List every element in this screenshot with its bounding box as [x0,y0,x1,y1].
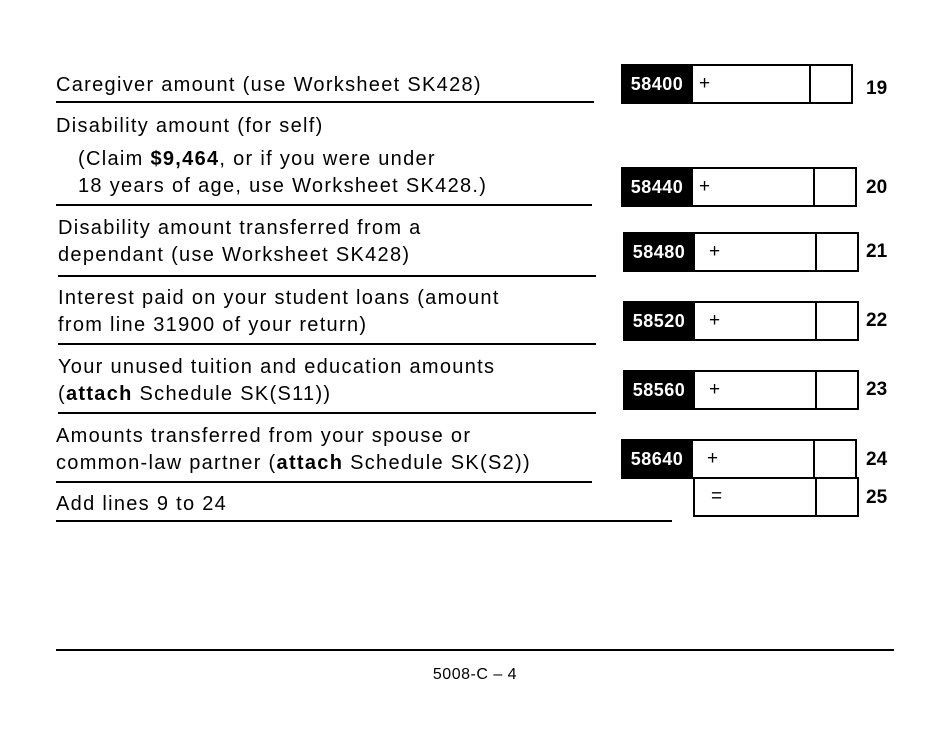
line-21-text-1: Disability amount transferred from a [58,217,422,239]
equals-sign: = [711,486,723,507]
line-20-subtext-2: 18 years of age, use Worksheet SK428.) [78,175,488,197]
line-19-cents-input[interactable] [811,64,853,104]
line-20-subtext-1: (Claim $9,464, or if you were under [78,148,436,170]
line-number-20: 20 [866,177,888,198]
line-25-total-input[interactable] [693,477,817,517]
line-24-code: 58640 [621,439,693,479]
line-19-amount-input[interactable] [693,64,811,104]
line-24-text-1: Amounts transferred from your spouse or [56,425,472,447]
claim-amount: $9,464 [150,148,220,170]
line-21-amount-input[interactable] [695,232,817,272]
line-20-code: 58440 [621,167,693,207]
line-24-text-2: common-law partner (attach Schedule SK(S2)) [56,452,531,474]
page-footer: 5008-C – 4 [432,666,518,683]
plus-sign: + [709,241,721,262]
line-24-field [621,439,857,479]
line-20-cents-input[interactable] [815,167,857,207]
line-23-field [623,370,859,410]
line-25-rule [56,520,672,522]
line-23-code: 58560 [623,370,695,410]
footer-rule [56,649,894,651]
line-21-description [58,215,596,277]
line-22-code: 58520 [623,301,695,341]
line-23-text-2: (attach Schedule SK(S11)) [58,383,332,405]
plus-sign: + [707,448,719,469]
line-21-code: 58480 [623,232,695,272]
line-number-22: 22 [866,310,888,331]
plus-sign: + [699,73,711,94]
plus-sign: + [699,176,711,197]
line-20-amount-input[interactable] [693,167,815,207]
line-25-description: Add lines 9 to 24 [56,493,228,515]
line-22-field [623,301,859,341]
line-25-cents-input[interactable] [817,477,859,517]
plus-sign: + [709,379,721,400]
line-22-cents-input[interactable] [817,301,859,341]
line-21-cents-input[interactable] [817,232,859,272]
line-21-field [623,232,859,272]
line-20-description [56,146,592,206]
line-22-text-2: from line 31900 of your return) [58,314,368,336]
line-19-text: Caregiver amount (use Worksheet SK428) [56,74,482,96]
line-number-25: 25 [866,487,888,508]
line-23-text-1: Your unused tuition and education amounts [58,356,496,378]
line-19-description [56,72,594,103]
line-number-24: 24 [866,449,888,470]
line-24-amount-input[interactable] [693,439,815,479]
line-20-title: Disability amount (for self) [56,115,324,137]
line-20-field [621,167,857,207]
line-22-description [58,285,596,345]
line-21-text-2: dependant (use Worksheet SK428) [58,244,411,266]
line-19-field [621,64,853,104]
line-23-cents-input[interactable] [817,370,859,410]
line-23-amount-input[interactable] [695,370,817,410]
line-24-description [56,423,592,483]
line-number-21: 21 [866,241,888,262]
line-23-description [58,354,596,414]
line-number-23: 23 [866,379,888,400]
line-number-19: 19 [866,78,888,99]
plus-sign: + [709,310,721,331]
line-19-code: 58400 [621,64,693,104]
line-22-text-1: Interest paid on your student loans (amount [58,287,500,309]
line-22-amount-input[interactable] [695,301,817,341]
line-25-field [693,477,859,517]
line-24-cents-input[interactable] [815,439,857,479]
